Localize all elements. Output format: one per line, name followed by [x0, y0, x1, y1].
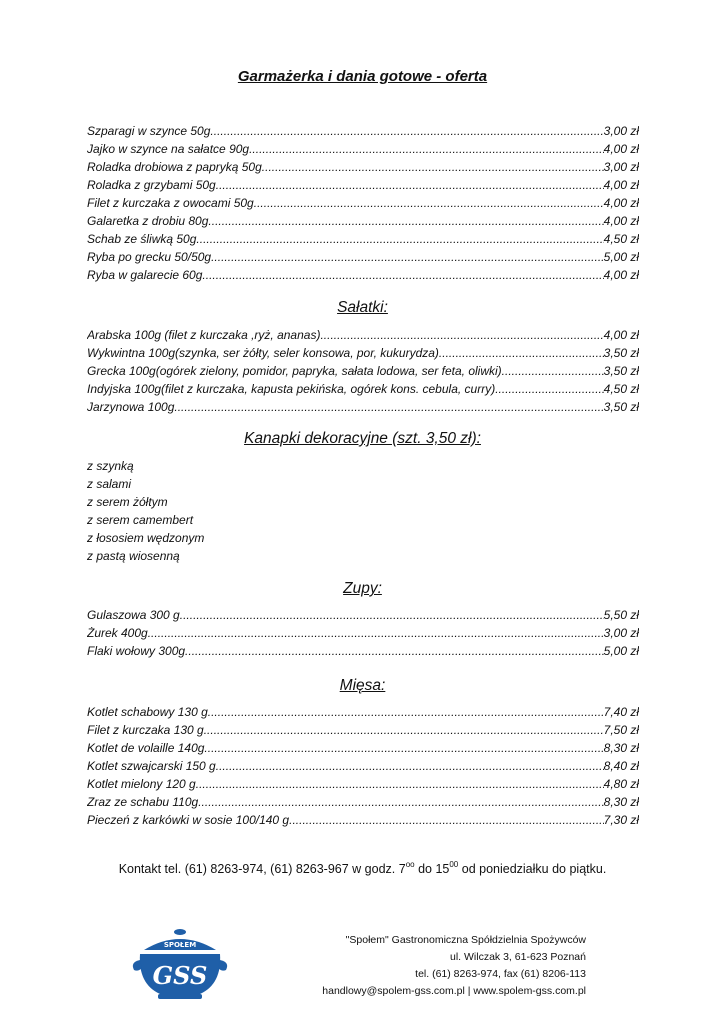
menu-item-name: Filet z kurczaka 130 g	[87, 723, 204, 737]
menu-item	[87, 757, 639, 775]
menu-item	[87, 230, 639, 248]
sandwich-item: z serem camembert	[87, 513, 194, 527]
menu-item	[87, 176, 639, 194]
menu-item-price: 3,00 zł	[603, 626, 639, 640]
menu-item-price: 8,30 zł	[603, 741, 639, 755]
menu-item-name: Kotlet schabowy 130 g	[87, 705, 208, 719]
menu-item	[87, 158, 639, 176]
contact-prefix: Kontakt tel. (61) 8263-974, (61) 8263-967 w godz. 7	[118, 862, 406, 876]
menu-item-price: 5,00 zł	[603, 250, 639, 264]
menu-item-price: 4,50 zł	[603, 232, 639, 246]
menu-item	[87, 703, 639, 721]
menu-item	[87, 122, 639, 140]
menu-item	[87, 380, 639, 398]
dot-leader	[202, 266, 603, 284]
menu-item-price: 3,00 zł	[603, 160, 639, 174]
menu-item-price: 8,40 zł	[603, 759, 639, 773]
menu-item-name: Grecka 100g(ogórek zielony, pomidor, papryka, sałata lodowa, ser feta, oliwki)	[87, 364, 502, 378]
menu-item-name: Schab ze śliwką 50g	[87, 232, 197, 246]
menu-item-price: 3,50 zł	[603, 364, 639, 378]
dot-leader	[204, 739, 603, 757]
dot-leader	[208, 703, 604, 721]
menu-item-price: 4,50 zł	[603, 382, 639, 396]
contact-line	[0, 860, 725, 876]
dot-leader	[495, 380, 603, 398]
menu-item-name: Galaretka z drobiu 80g	[87, 214, 209, 228]
menu-item	[87, 194, 639, 212]
sandwich-item: z salami	[87, 477, 132, 491]
footer-phone: tel. (61) 8263-974, fax (61) 8206-113	[415, 968, 586, 980]
footer-street: ul. Wilczak 3, 61-623 Poznań	[450, 951, 586, 963]
dot-leader	[216, 757, 604, 775]
dot-leader	[249, 140, 604, 158]
dot-leader	[185, 642, 604, 660]
salatki-list	[87, 326, 639, 416]
sandwich-item: z pastą wiosenną	[87, 549, 180, 563]
sandwich-item: z szynką	[87, 459, 134, 473]
sandwich-item: z łososiem wędzonym	[87, 531, 205, 545]
menu-item	[87, 362, 639, 380]
dot-leader	[502, 362, 604, 380]
page-title: Garmażerka i dania gotowe - oferta	[237, 68, 488, 85]
zupy-list	[87, 606, 639, 660]
footer-address	[322, 932, 586, 1000]
contact-sup-end: 00	[449, 860, 459, 869]
logo-text-top: SPOŁEM	[163, 941, 197, 949]
menu-item-name: Szparagi w szynce 50g	[87, 124, 211, 138]
menu-item-price: 4,80 zł	[603, 777, 639, 791]
menu-item-price: 3,00 zł	[603, 124, 639, 138]
menu-item-name: Indyjska 100g(filet z kurczaka, kapusta pekińska, ogórek kons. cebula, curry)	[87, 382, 496, 396]
dot-leader	[208, 212, 603, 230]
menu-item	[87, 739, 639, 757]
garmazerka-list	[87, 122, 639, 284]
menu-item-name: Flaki wołowy 300g	[87, 644, 186, 658]
dot-leader	[320, 326, 603, 344]
spolem-logo-icon	[130, 926, 230, 1002]
menu-item-name: Żurek 400g	[87, 626, 148, 640]
dot-leader	[211, 248, 604, 266]
menu-item-name: Jajko w szynce na sałatce 90g	[87, 142, 250, 156]
menu-item-price: 4,00 zł	[603, 142, 639, 156]
dot-leader	[216, 176, 604, 194]
menu-item-name: Roladka z grzybami 50g	[87, 178, 216, 192]
footer-company: "Społem" Gastronomiczna Spółdzielnia Spożywców	[345, 934, 586, 946]
menu-item-name: Ryba w galarecie 60g	[87, 268, 203, 282]
logo-text-main: GSS	[152, 961, 208, 990]
menu-item-price: 7,40 zł	[603, 705, 639, 719]
menu-item	[87, 248, 639, 266]
menu-item-name: Zraz ze schabu 110g	[87, 795, 199, 809]
menu-item-price: 3,50 zł	[603, 346, 639, 360]
contact-suffix: od poniedziałku do piątku.	[458, 862, 607, 876]
footer-web: handlowy@spolem-gss.com.pl | www.spolem-gss.com.pl	[322, 985, 586, 997]
menu-item-name: Roladka drobiowa z papryką 50g	[87, 160, 262, 174]
dot-leader	[439, 344, 604, 362]
kanapki-list	[87, 457, 639, 565]
menu-item	[87, 811, 639, 829]
dot-leader	[204, 721, 604, 739]
dot-leader	[254, 194, 604, 212]
dot-leader	[174, 398, 603, 416]
menu-item-name: Jarzynowa 100g	[87, 400, 175, 414]
menu-item-name: Pieczeń z karkówki w sosie 100/140 g	[87, 813, 290, 827]
menu-item-price: 5,50 zł	[603, 608, 639, 622]
menu-item-name: Kotlet mielony 120 g	[87, 777, 196, 791]
dot-leader	[210, 122, 603, 140]
dot-leader	[196, 775, 604, 793]
menu-item	[87, 266, 639, 284]
contact-sup-start: oo	[405, 860, 415, 869]
menu-item	[87, 212, 639, 230]
menu-item-name: Gulaszowa 300 g	[87, 608, 180, 622]
dot-leader	[198, 793, 603, 811]
contact-mid: do 15	[414, 862, 450, 876]
menu-item-price: 4,00 zł	[603, 214, 639, 228]
menu-item	[87, 721, 639, 739]
menu-item-price: 4,00 zł	[603, 328, 639, 342]
menu-item	[87, 398, 639, 416]
menu-item	[87, 326, 639, 344]
menu-item-price: 8,30 zł	[603, 795, 639, 809]
menu-item-price: 3,50 zł	[603, 400, 639, 414]
menu-item	[87, 344, 639, 362]
menu-item-name: Ryba po grecku 50/50g	[87, 250, 212, 264]
menu-item-price: 7,30 zł	[603, 813, 639, 827]
kanapki-title: Kanapki dekoracyjne (szt. 3,50 zł):	[244, 430, 481, 447]
menu-item	[87, 793, 639, 811]
salatki-title: Sałatki:	[337, 299, 388, 316]
menu-item-price: 5,00 zł	[603, 644, 639, 658]
menu-item-price: 7,50 zł	[603, 723, 639, 737]
menu-item-name: Filet z kurczaka z owocami 50g	[87, 196, 254, 210]
menu-item-name: Wykwintna 100g(szynka, ser żółty, seler konsowa, por, kukurydza)	[87, 346, 439, 360]
menu-item-price: 4,00 zł	[603, 178, 639, 192]
dot-leader	[180, 606, 604, 624]
menu-item-name: Kotlet de volaille 140g	[87, 741, 205, 755]
menu-item-name: Kotlet szwajcarski 150 g	[87, 759, 216, 773]
dot-leader	[289, 811, 604, 829]
miesa-list	[87, 703, 639, 829]
zupy-title: Zupy:	[343, 580, 382, 597]
menu-item	[87, 140, 639, 158]
miesa-title: Mięsa:	[339, 677, 386, 694]
menu-item	[87, 606, 639, 624]
menu-item-price: 4,00 zł	[603, 196, 639, 210]
menu-item-name: Arabska 100g (filet z kurczaka ,ryż, ananas)	[87, 328, 321, 342]
menu-item	[87, 642, 639, 660]
menu-item	[87, 624, 639, 642]
menu-item	[87, 775, 639, 793]
dot-leader	[262, 158, 604, 176]
dot-leader	[148, 624, 604, 642]
sandwich-item: z serem żółtym	[87, 495, 168, 509]
menu-item-price: 4,00 zł	[603, 268, 639, 282]
dot-leader	[196, 230, 603, 248]
